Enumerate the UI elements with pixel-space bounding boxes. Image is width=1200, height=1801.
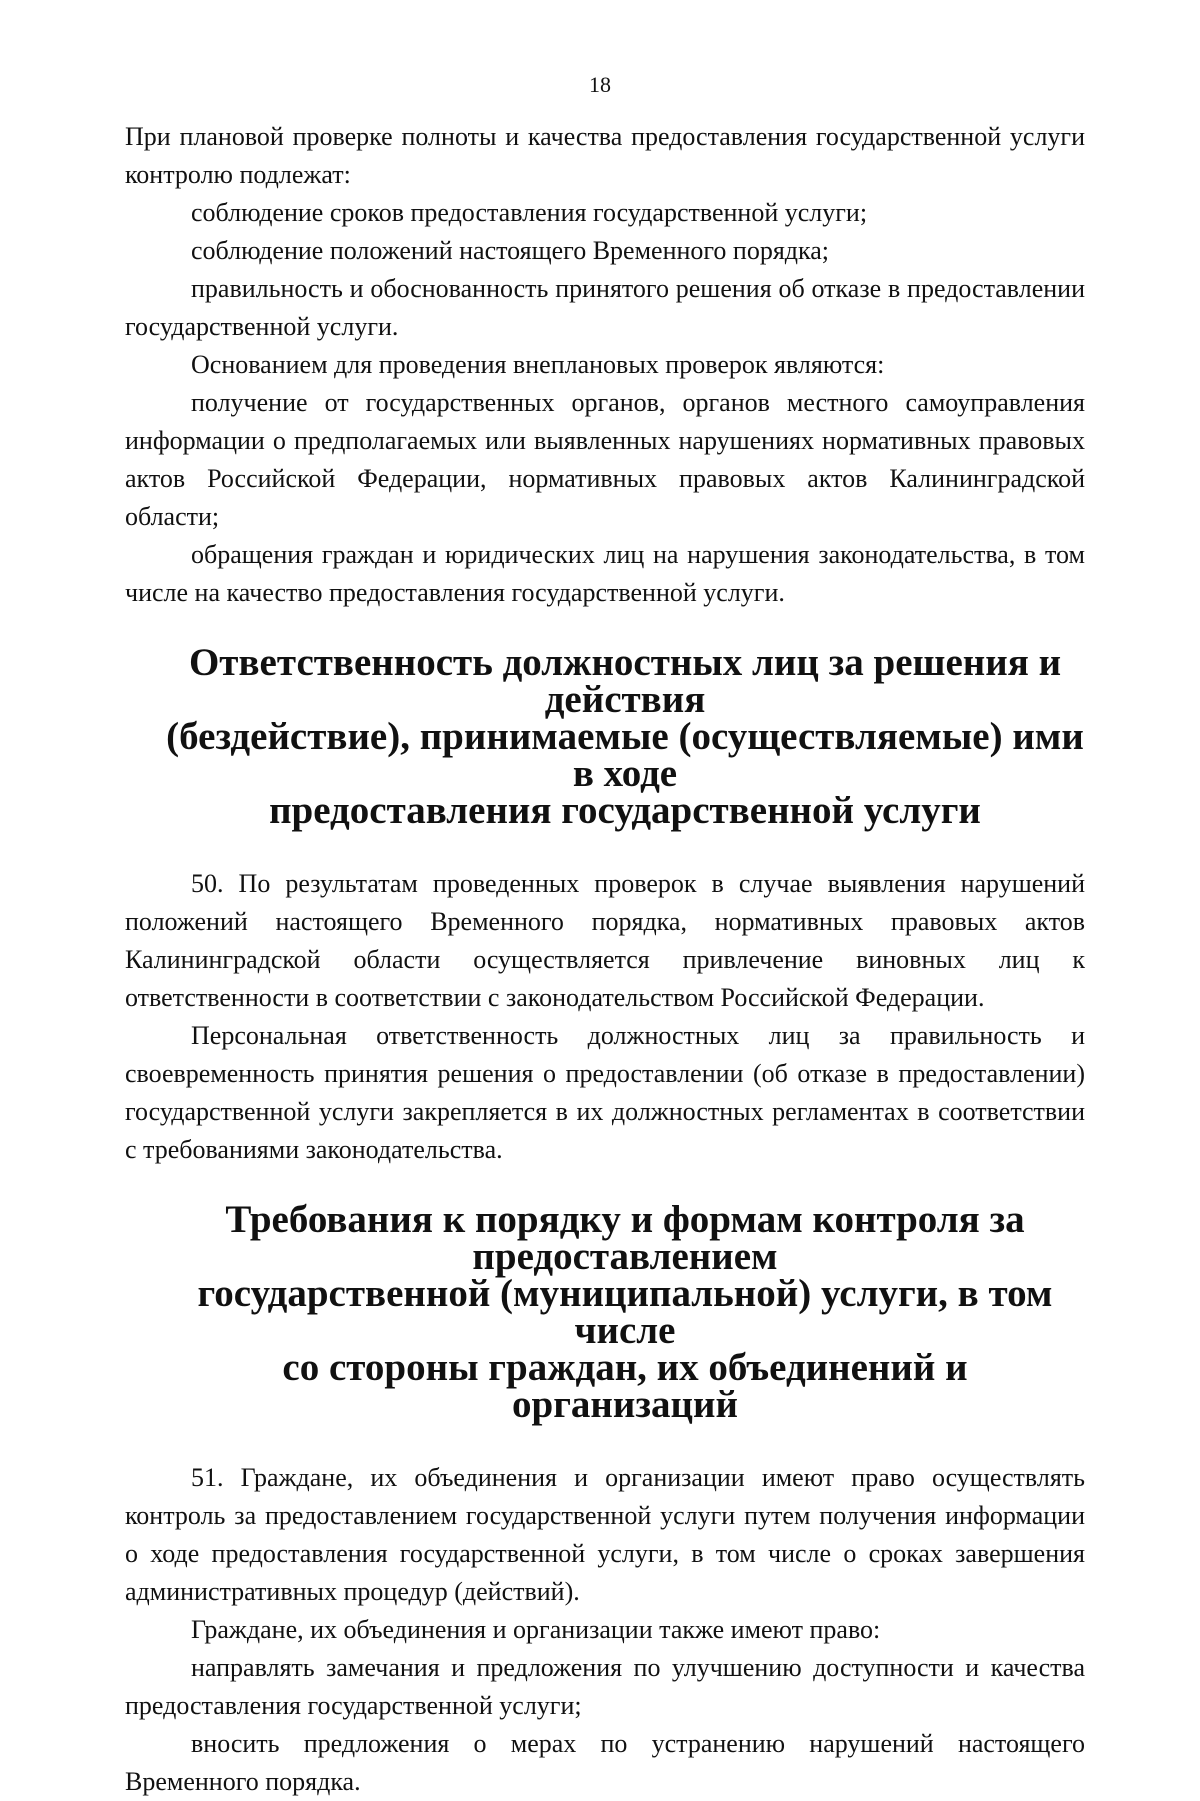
heading-control-line-1: Требования к порядку и формам контроля за предоставлением bbox=[225, 1198, 1025, 1278]
paragraph-unscheduled-grounds: Основанием для проведения внеплановых проверок являются: bbox=[191, 350, 885, 379]
paragraph-plan-check-intro: При плановой проверке полноты и качества предоставления государственной услуги контролю подлежат: bbox=[125, 122, 1085, 189]
paragraph-citizens-rights: Граждане, их объединения и организации также имеют право: bbox=[191, 1615, 881, 1644]
paragraph-deadlines: соблюдение сроков предоставления государственной услуги; bbox=[191, 198, 868, 227]
page-number: 18 bbox=[589, 72, 611, 97]
heading-control-line-2: государственной (муниципальной) услуги, в том числе bbox=[197, 1272, 1053, 1352]
heading-responsibility-line-2: (бездействие), принимаемые (осуществляемые) ими в ходе bbox=[166, 715, 1084, 795]
paragraph-item-50: 50. По результатам проведенных проверок в случае выявления нарушений положений настоящего Временного порядка, нормативных правовых актов Калининградской области осуществляется привлечение виновных лиц к ответственности в соответствии с законодательством Российской Федерации. bbox=[125, 869, 1085, 1012]
heading-responsibility-line-3: предоставления государственной услуги bbox=[269, 789, 981, 832]
heading-responsibility bbox=[125, 641, 1085, 832]
paragraph-send-remarks: направлять замечания и предложения по улучшению доступности и качества предоставления государственной услуги; bbox=[125, 1653, 1085, 1720]
paragraph-authorities-info: получение от государственных органов, органов местного самоуправления информации о предполагаемых или выявленных нарушениях нормативных правовых актов Российской Федерации, нормативных правовых актов Калининградской области; bbox=[125, 388, 1085, 531]
paragraph-item-51: 51. Граждане, их объединения и организации имеют право осуществлять контроль за предоставлением государственной услуги путем получения информации о ходе предоставления государственной услуги, в том числе о сроках завершения административных процедур (действий). bbox=[125, 1463, 1085, 1606]
paragraph-refusal-correctness: правильность и обоснованность принятого решения об отказе в предоставлении государственной услуги. bbox=[125, 274, 1085, 341]
heading-responsibility-line-1: Ответственность должностных лиц за решения и действия bbox=[188, 641, 1062, 721]
paragraph-personal-responsibility: Персональная ответственность должностных лиц за правильность и своевременность принятия решения о предоставлении (об отказе в предоставлении) государственной услуги закрепляется в их должностных регламентах в соответствии с требованиями законодательства. bbox=[125, 1021, 1085, 1164]
paragraph-provisions: соблюдение положений настоящего Временного порядка; bbox=[191, 236, 830, 265]
heading-control-requirements bbox=[125, 1198, 1085, 1426]
paragraph-propose-measures: вносить предложения о мерах по устранению нарушений настоящего Временного порядка. bbox=[125, 1729, 1085, 1796]
document-body bbox=[125, 118, 1085, 1801]
heading-control-line-3: со стороны граждан, их объединений и организаций bbox=[282, 1346, 968, 1426]
paragraph-citizen-appeals: обращения граждан и юридических лиц на нарушения законодательства, в том числе на качество предоставления государственной услуги. bbox=[125, 540, 1085, 607]
